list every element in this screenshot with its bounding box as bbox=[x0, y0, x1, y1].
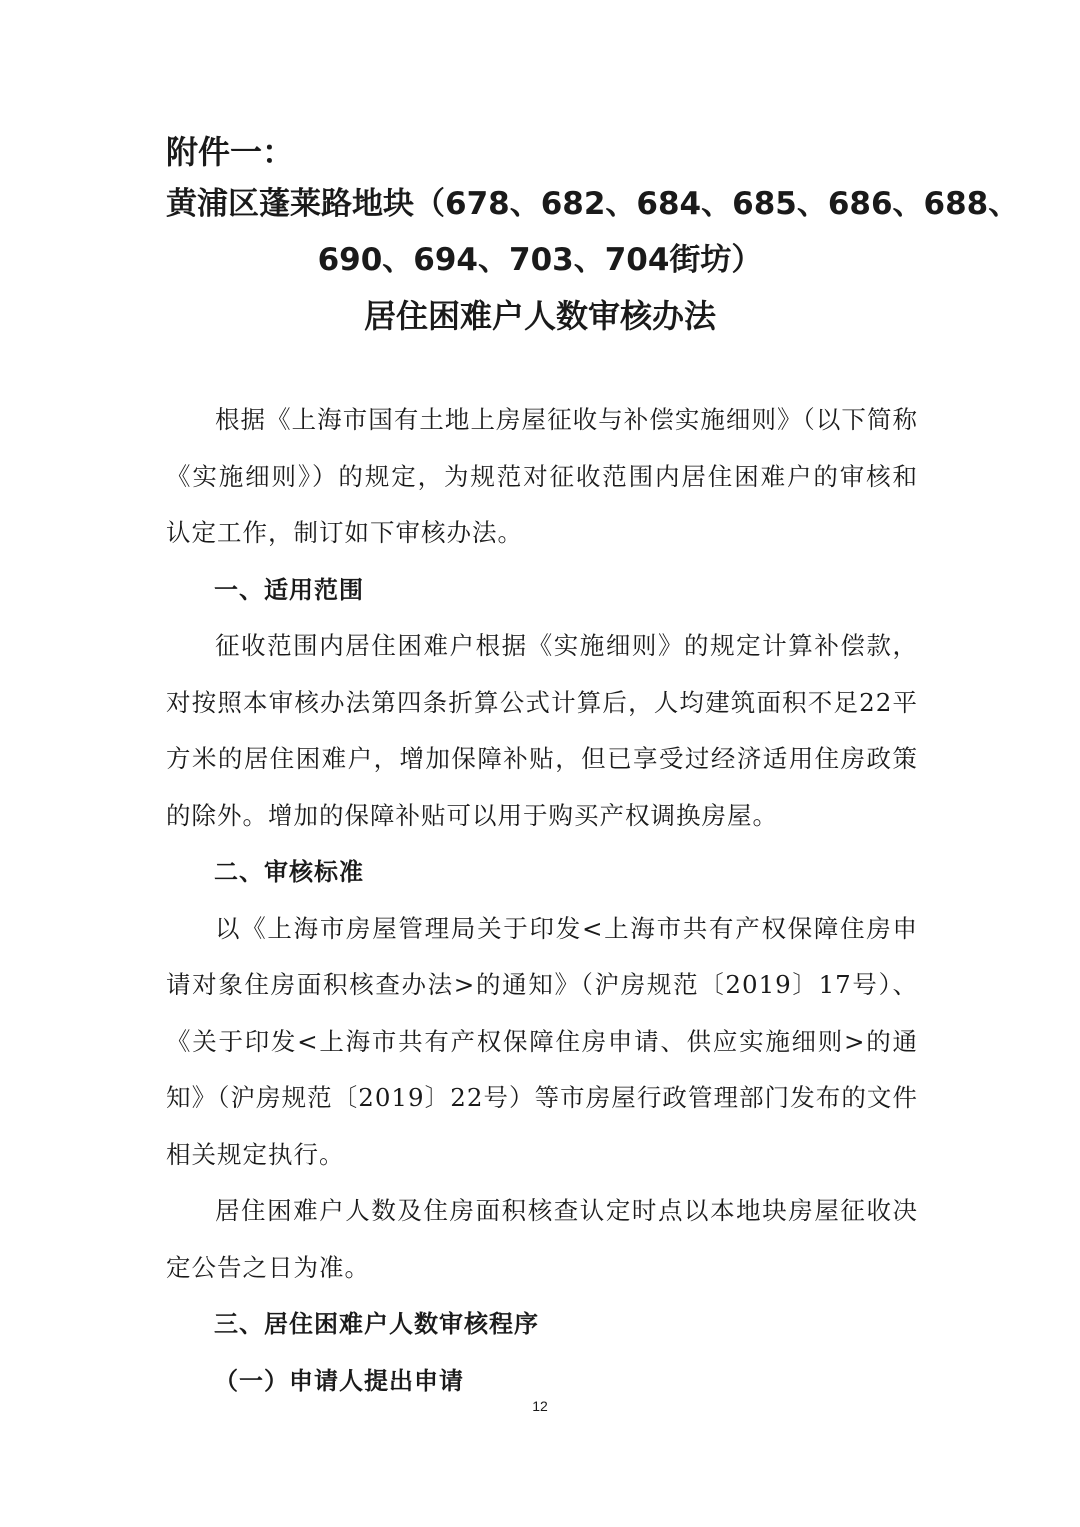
section-3-subheading-1: （一）申请人提出申请 bbox=[214, 1366, 464, 1395]
document-body bbox=[166, 392, 918, 1409]
document-title-line-1: 黄浦区蓬莱路地块（678、682、684、685、686、688、 bbox=[166, 186, 1020, 222]
section-2-paragraph-1: 以《上海市房屋管理局关于印发<上海市共有产权保障住房申请对象住房面积核查办法>的通知》（沪房规范〔2019〕17号）、《关于印发<上海市共有产权保障住房申请、供应实施细则>的通知》（沪房规范〔2019〕22号）等市房屋行政管理部门发布的文件相关规定执行。 bbox=[166, 913, 918, 1169]
section-2-paragraph-2: 居住困难户人数及住房面积核查认定时点以本地块房屋征收决定公告之日为准。 bbox=[166, 1196, 918, 1282]
section-1-heading: 一、适用范围 bbox=[214, 575, 364, 604]
document-title-line-3: 居住困难户人数审核办法 bbox=[363, 297, 716, 335]
annex-label: 附件一： bbox=[166, 133, 295, 171]
section-2-heading: 二、审核标准 bbox=[214, 858, 364, 886]
intro-paragraph: 根据《上海市国有土地上房屋征收与补偿实施细则》（以下简称《实施细则》）的规定，为规范对征收范围内居住困难户的审核和认定工作，制订如下审核办法。 bbox=[166, 405, 918, 547]
section-1-paragraph: 征收范围内居住困难户根据《实施细则》的规定计算补偿款，对按照本审核办法第四条折算公式计算后，人均建筑面积不足22平方米的居住困难户，增加保障补贴，但已享受过经济适用住房政策的除外。增加的保障补贴可以用于购买产权调换房屋。 bbox=[166, 631, 918, 830]
page-number: 12 bbox=[532, 1398, 548, 1414]
section-3-heading: 三、居住困难户人数审核程序 bbox=[214, 1310, 539, 1338]
document-title-line-2: 690、694、703、704街坊） bbox=[317, 242, 763, 278]
